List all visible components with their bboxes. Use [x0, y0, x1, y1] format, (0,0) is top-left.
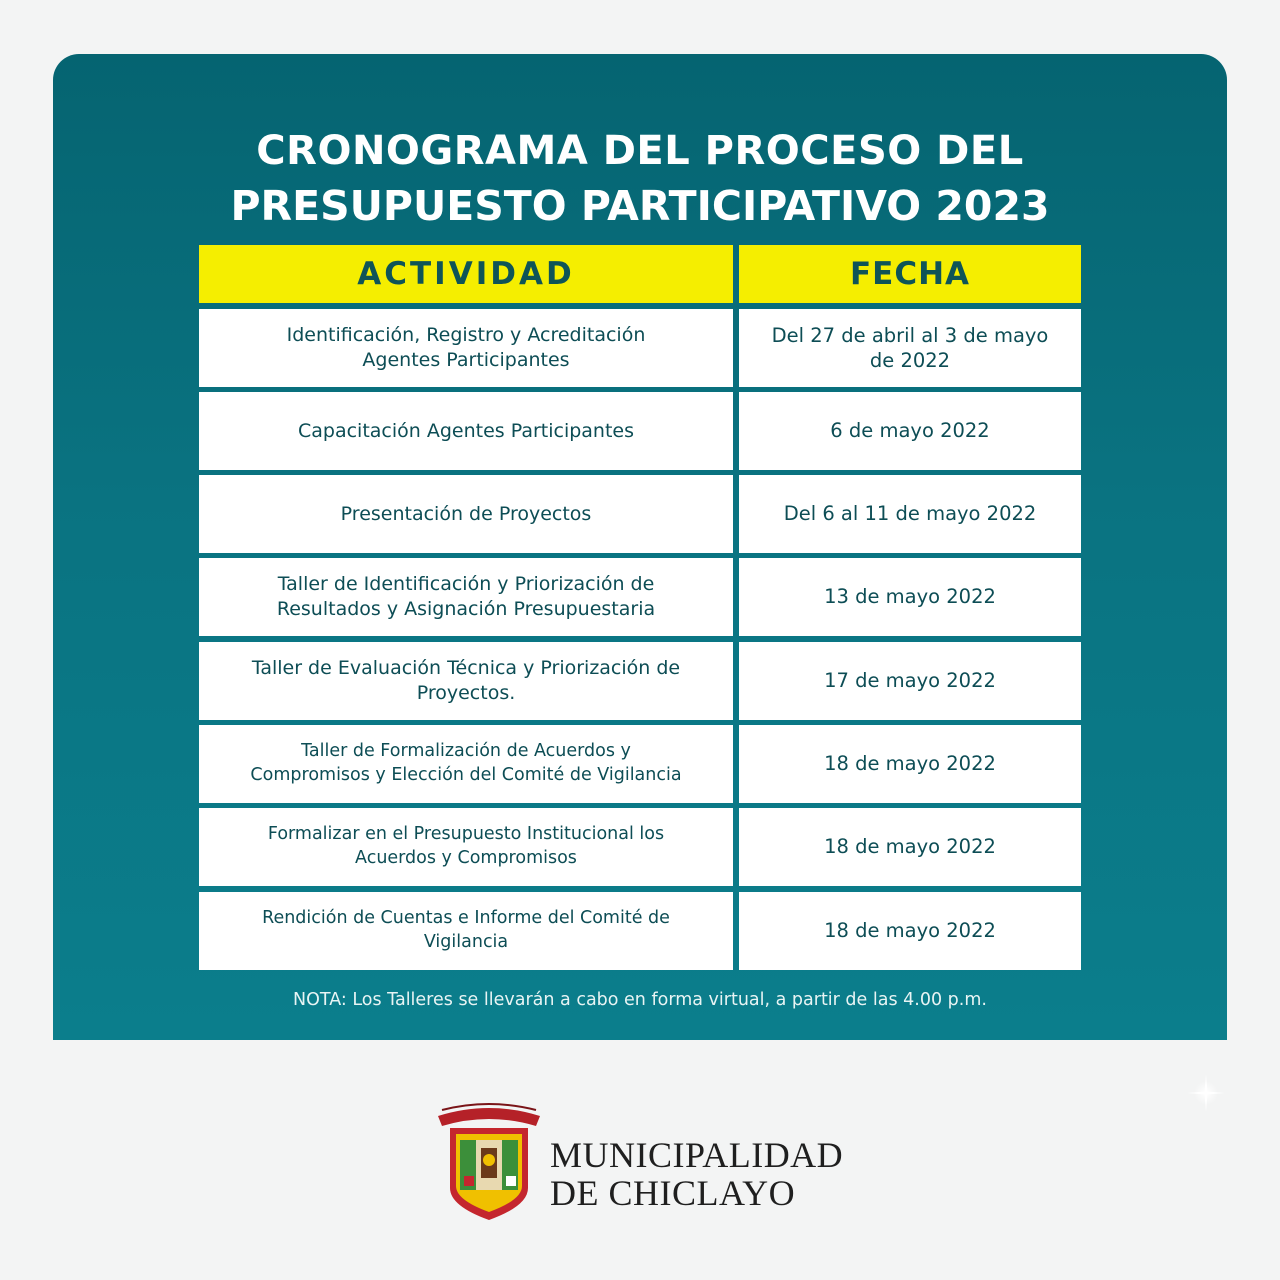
row-1-fecha: Del 27 de abril al 3 de mayo de 2022: [739, 309, 1081, 387]
row-8-fecha: 18 de mayo 2022: [739, 892, 1081, 970]
sparkle-icon: [1185, 1072, 1227, 1114]
row-3-fecha: Del 6 al 11 de mayo 2022: [739, 475, 1081, 553]
footnote: NOTA: Los Talleres se llevarán a cabo en forma virtual, a partir de las 4.00 p.m.: [293, 990, 987, 1010]
municipality-name: [550, 1136, 843, 1212]
row-4-fecha: 13 de mayo 2022: [739, 558, 1081, 636]
row-5-actividad: Taller de Evaluación Técnica y Priorización de Proyectos.: [199, 642, 733, 720]
title-line-1: CRONOGRAMA DEL PROCESO DEL: [256, 128, 1024, 174]
row-6-fecha: 18 de mayo 2022: [739, 725, 1081, 803]
row-6-actividad: Taller de Formalización de Acuerdos y Compromisos y Elección del Comité de Vigilancia: [199, 725, 733, 803]
row-2-actividad: Capacitación Agentes Participantes: [199, 392, 733, 470]
municipality-name-line-2: DE CHICLAYO: [550, 1173, 796, 1213]
row-3-actividad: Presentación de Proyectos: [199, 475, 733, 553]
row-4-actividad: Taller de Identificación y Priorización de Resultados y Asignación Presupuestaria: [199, 558, 733, 636]
row-7-fecha: 18 de mayo 2022: [739, 808, 1081, 886]
row-7-actividad: Formalizar en el Presupuesto Institucional los Acuerdos y Compromisos: [199, 808, 733, 886]
row-1-actividad: Identificación, Registro y Acreditación Agentes Participantes: [199, 309, 733, 387]
row-5-fecha: 17 de mayo 2022: [739, 642, 1081, 720]
municipality-name-line-1: MUNICIPALIDAD: [550, 1135, 844, 1175]
municipal-crest-logo: [432, 1098, 546, 1222]
title-line-2: PRESUPUESTO PARTICIPATIVO 2023: [230, 182, 1050, 230]
header-actividad: ACTIVIDAD: [199, 245, 733, 303]
row-8-actividad: Rendición de Cuentas e Informe del Comité de Vigilancia: [199, 892, 733, 970]
row-2-fecha: 6 de mayo 2022: [739, 392, 1081, 470]
header-fecha: FECHA: [739, 245, 1081, 303]
